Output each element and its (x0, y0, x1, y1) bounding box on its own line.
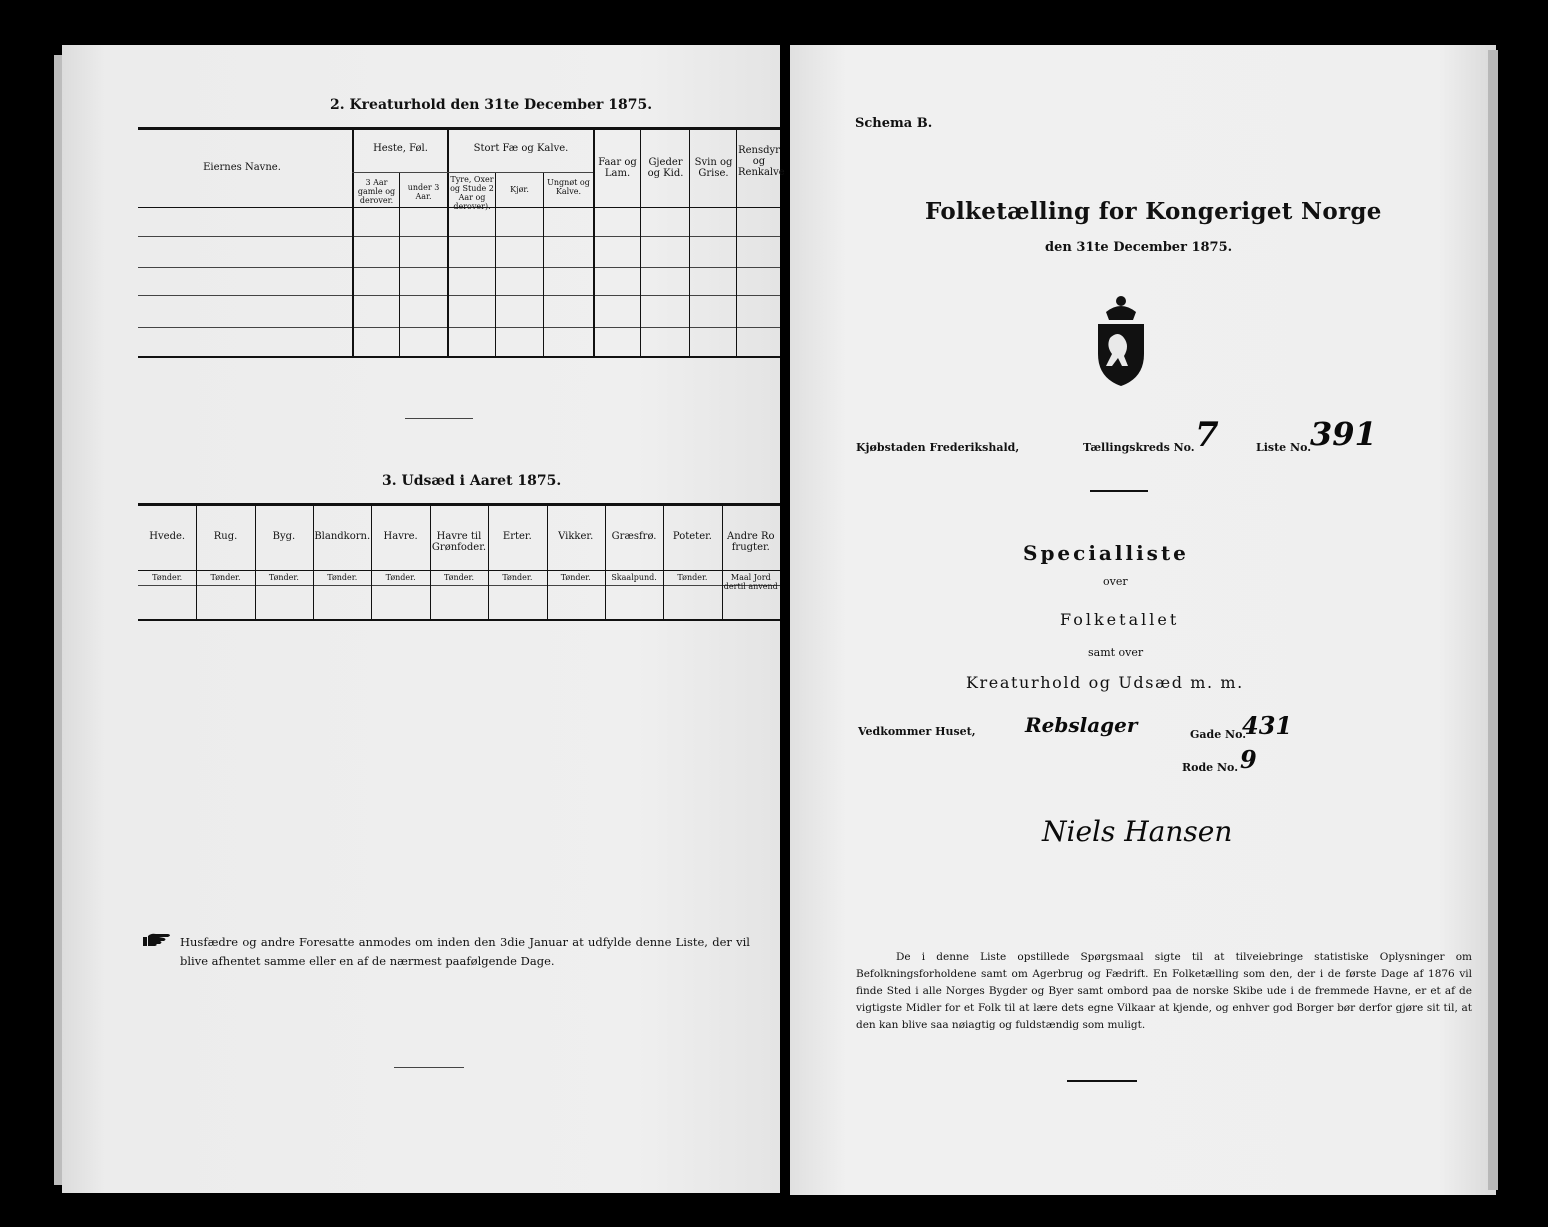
col-reindeer: Rensdyr og Renkalve (738, 145, 785, 178)
page-edge (1488, 50, 1498, 1190)
gade-number: 431 (1242, 711, 1293, 740)
col-cattle-c: Ungnøt og Kalve. (547, 178, 590, 196)
column-rule (196, 506, 197, 621)
sowing-col-unit: Tønder. (560, 573, 591, 582)
sowing-col-header: Havre til Grønfoder. (431, 531, 487, 553)
house-value: Rebslager (1025, 713, 1138, 737)
column-rule (547, 506, 548, 621)
sowing-col-header: Hvede. (149, 531, 186, 542)
sowing-col-header: Andre Ro frugter. (727, 531, 775, 553)
section2-title: 2. Kreaturhold den 31te December 1875. (330, 97, 653, 113)
gade-label: Gade No. (1190, 728, 1247, 741)
sowing-col-unit: Tønder. (268, 573, 299, 582)
specialliste-heading: Specialliste (1023, 541, 1189, 565)
divider (405, 418, 473, 419)
sowing-col-unit: Maal Jord dertil anvend (723, 573, 778, 591)
col-goats: Gjeder og Kid. (647, 157, 684, 179)
sowing-col-unit: Tønder. (385, 573, 416, 582)
col-horses-b: under 3 Aar. (407, 183, 440, 201)
col-horses: Heste, Føl. (373, 143, 428, 154)
sowing-col-header: Rug. (213, 531, 238, 542)
list-label: Liste No. (1256, 441, 1312, 454)
footer-paragraph: De i denne Liste opstillede Spørgsmaal sigte til at tilveiebringe statistiske Oplysninger om Befolkningsforholdene samt om Agerbrug og Fædrift. En Folketælling som den, der i de første Dage af 1876 vil finde Sted i alle Norges Bygder og Byer samt ombord paa de norske Skibe ude i de fremmede Havne, er et af de vigtigste Midler for et Folk til at lære dets egne Vilkaar at kjende, og enhver god Borger bør derfor gjøre sit til, at den kan blive saa nøiagtig og fuldstændig som muligt. (856, 951, 1472, 1031)
col-pigs: Svin og Grise. (694, 157, 733, 179)
column-rule (605, 506, 606, 621)
signature: Niels Hansen (1042, 815, 1233, 848)
col-sheep: Faar og Lam. (598, 157, 637, 179)
section3-title: 3. Udsæd i Aaret 1875. (382, 473, 562, 489)
col-horses-a: 3 Aar gamle og derover. (357, 178, 396, 205)
district-label: Tællingskreds No. (1083, 441, 1195, 454)
column-rule (313, 506, 314, 621)
sowing-col-header: Græsfrø. (611, 531, 657, 542)
pointing-hand-icon (142, 931, 174, 949)
list-number: 391 (1310, 415, 1377, 453)
divider (1067, 1080, 1137, 1082)
sowing-col-header: Erter. (502, 531, 532, 542)
sowing-col-header: Poteter. (672, 531, 712, 542)
column-rule (722, 506, 723, 621)
page-edge (54, 55, 62, 1185)
sowing-col-unit: Tønder. (152, 573, 183, 582)
column-rule (488, 506, 489, 621)
column-rule (663, 506, 664, 621)
col-cattle-a: Tyre, Oxer og Stude 2 Aar og derover). (450, 175, 494, 211)
kreaturhold-heading: Kreaturhold og Udsæd m. m. (966, 673, 1244, 692)
sowing-col-unit: Tønder. (502, 573, 533, 582)
col-cattle: Stort Fæ og Kalve. (473, 143, 569, 154)
left-page (62, 45, 785, 1193)
district-number: 7 (1195, 415, 1219, 455)
samt-over-text: samt over (1088, 646, 1144, 659)
column-rule (371, 506, 372, 621)
rode-label: Rode No. (1182, 761, 1239, 774)
rode-number: 9 (1240, 745, 1257, 774)
sowing-col-unit: Skaalpund. (611, 573, 657, 582)
notice-text: Husfædre og andre Foresatte anmodes om inden den 3die Januar at udfylde denne Liste, der vil blive afhentet samme eller en af de nærmest paafølgende Dage. (180, 935, 750, 968)
sowing-col-header: Vikker. (558, 531, 594, 542)
page-title: Folketælling for Kongeriget Norge (925, 198, 1382, 225)
sowing-col-unit: Tønder. (210, 573, 241, 582)
sowing-col-header: Havre. (383, 531, 418, 542)
folketallet-heading: Folketallet (1060, 610, 1180, 629)
house-label: Vedkommer Huset, (858, 725, 976, 738)
sowing-col-header: Blandkorn. (314, 531, 371, 542)
schema-label: Schema B. (855, 116, 933, 131)
column-rule (430, 506, 431, 621)
sowing-col-unit: Tønder. (327, 573, 358, 582)
town-label: Kjøbstaden Frederikshald, (856, 441, 1020, 454)
sowing-col-unit: Tønder. (677, 573, 708, 582)
over-text: over (1103, 575, 1128, 588)
divider (394, 1067, 464, 1068)
census-date: den 31te December 1875. (1045, 240, 1233, 255)
col-owner: Eiernes Navne. (203, 162, 281, 173)
coat-of-arms-icon (1088, 290, 1154, 390)
sowing-col-unit: Tønder. (443, 573, 474, 582)
bleed-through-text (92, 185, 132, 1085)
sowing-col-header: Byg. (272, 531, 296, 542)
divider (1090, 490, 1148, 492)
column-rule (255, 506, 256, 621)
col-cattle-b: Kjør. (510, 185, 529, 194)
right-page (790, 45, 1496, 1195)
